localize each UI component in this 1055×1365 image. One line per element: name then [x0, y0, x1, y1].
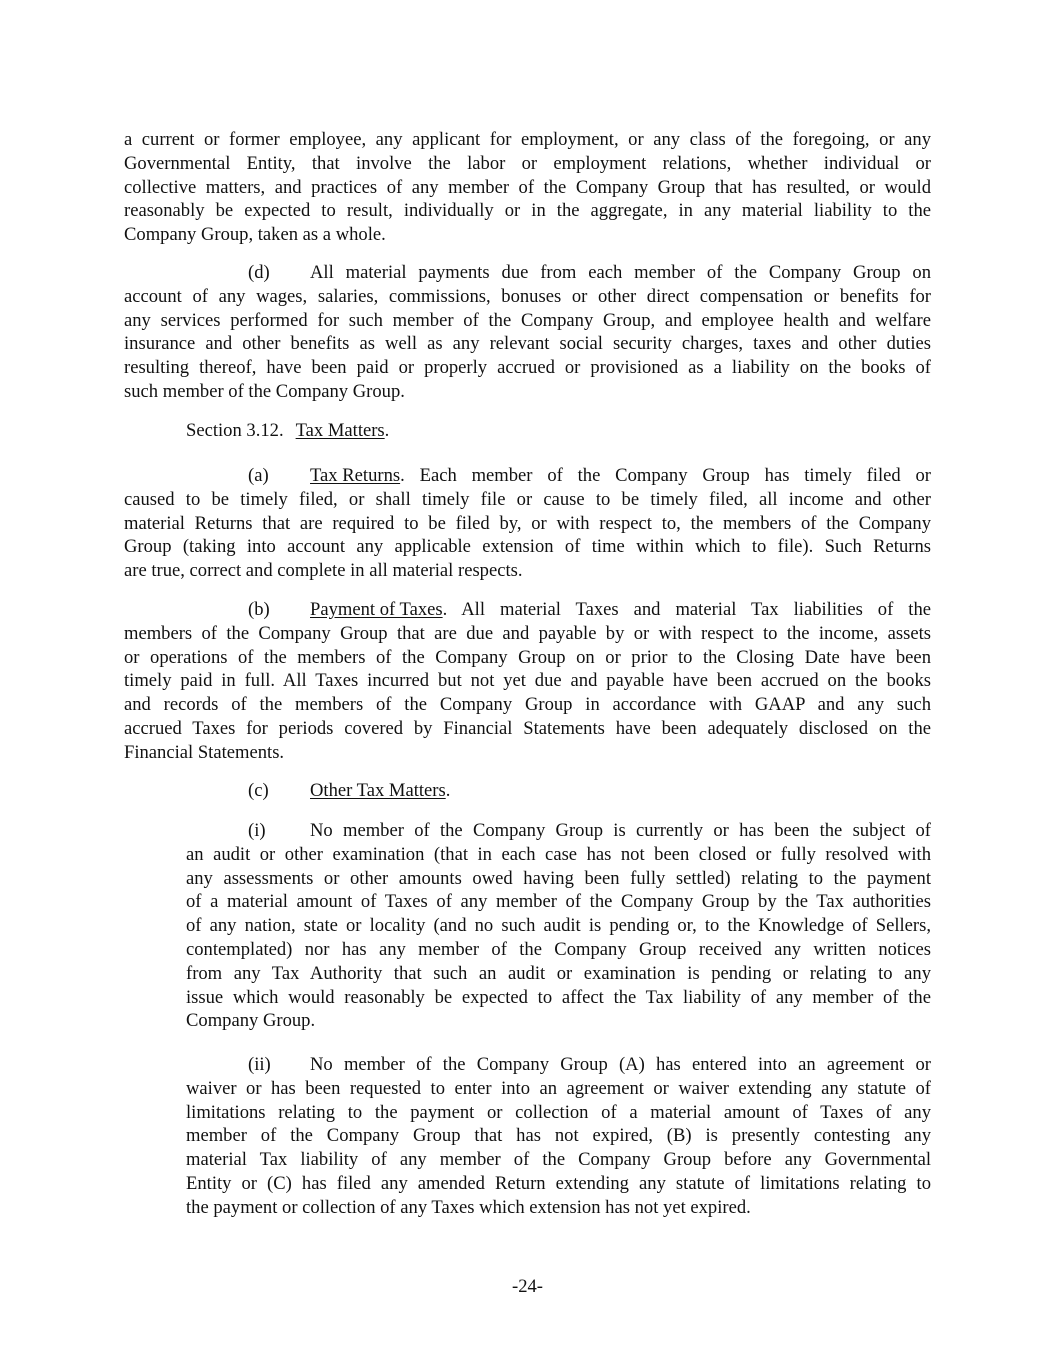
text-line: such member of the Company Group. [124, 380, 405, 402]
paragraph-heading: Tax Returns [310, 465, 401, 486]
paragraph-label: (c) [248, 780, 269, 801]
text-line: No member of the Company Group is currently or has been the subject of [310, 820, 931, 841]
text-line: of a material amount of Taxes of any member of the Company Group by the Tax authorities [186, 891, 931, 913]
paragraph-heading-suffix: . [445, 780, 451, 801]
paragraph-label: (d) [248, 262, 270, 283]
paragraph-first-line [186, 1053, 931, 1077]
paragraph-label: (a) [248, 465, 269, 486]
text-line: resulting thereof, have been paid or properly accrued or provisioned as a liability on the books of [124, 357, 931, 379]
text-line: . Each member of the Company Group has timely filed or [400, 465, 931, 486]
paragraph-a [124, 464, 931, 583]
text-line: reasonably be expected to result, individually or in the aggregate, in any material liability to the [124, 200, 931, 222]
paragraph-label: (ii) [248, 1054, 271, 1075]
paragraph-first-line [124, 261, 931, 285]
paragraph-label: (b) [248, 599, 270, 620]
paragraph-c-continued [124, 128, 931, 247]
paragraph-i [186, 819, 931, 1033]
section-number: Section 3.12. [186, 420, 284, 441]
text-line: All material payments due from each member of the Company Group on [310, 262, 931, 283]
text-line: from any Tax Authority that such an audit or examination is pending or relating to any [186, 962, 931, 984]
text-line: timely paid in full. All Taxes incurred but not yet due and payable have been accrued on the books [124, 670, 931, 692]
paragraph-heading: Other Tax Matters [310, 780, 446, 801]
section-heading [186, 419, 786, 443]
text-line: of any nation, state or locality (and no such audit is pending or, to the Knowledge of Sellers, [186, 915, 931, 937]
text-line: material Returns that are required to be filed by, or with respect to, the members of the Company [124, 512, 931, 534]
text-line: caused to be timely filed, or shall timely file or cause to be timely filed, all income and other [124, 488, 931, 510]
paragraph-d [124, 261, 931, 404]
section-title: Tax Matters [295, 420, 385, 441]
text-line: No member of the Company Group (A) has entered into an agreement or [310, 1054, 931, 1075]
paragraph-first-line [124, 464, 931, 488]
text-line: waiver or has been requested to enter into an agreement or waiver extending any statute of [186, 1077, 931, 1099]
text-line: the payment or collection of any Taxes which extension has not yet expired. [186, 1196, 751, 1218]
text-line: material Tax liability of any member of the Company Group before any Governmental [186, 1149, 931, 1171]
text-line: . All material Taxes and material Tax liabilities of the [442, 599, 931, 620]
paragraph-b [124, 598, 931, 765]
paragraph-ii [186, 1053, 931, 1220]
paragraph-first-line [124, 598, 931, 622]
text-line: Entity or (C) has filed any amended Return extending any statute of limitations relating to [186, 1172, 931, 1194]
text-line: issue which would reasonably be expected to affect the Tax liability of any member of the [186, 986, 931, 1008]
text-line: Financial Statements. [124, 741, 285, 763]
section-title-suffix: . [384, 420, 390, 441]
page-number: -24- [512, 1276, 543, 1297]
text-line: limitations relating to the payment or collection of a material amount of Taxes of any [186, 1101, 931, 1123]
text-line: members of the Company Group that are due and payable by or with respect to the income, assets [124, 622, 931, 644]
text-line: insurance and other benefits as well as any relevant social security charges, taxes and other duties [124, 333, 931, 355]
text-line: Company Group. [186, 1010, 316, 1032]
text-line: and records of the members of the Company Group in accordance with GAAP and any such [124, 694, 931, 716]
paragraph-c-heading [248, 779, 648, 803]
paragraph-heading: Payment of Taxes [310, 599, 443, 620]
text-line: accrued Taxes for periods covered by Financial Statements have been adequately disclosed on the [124, 717, 931, 739]
text-line: contemplated) nor has any member of the Company Group received any written notices [186, 938, 931, 960]
paragraph-first-line [186, 819, 931, 843]
text-line: member of the Company Group that has not expired, (B) is presently contesting any [186, 1125, 931, 1147]
text-line: collective matters, and practices of any member of the Company Group that has resulted, or would [124, 176, 931, 198]
text-line: account of any wages, salaries, commissions, bonuses or other direct compensation or benefits for [124, 285, 931, 307]
text-line: are true, correct and complete in all material respects. [124, 560, 523, 582]
text-line: or operations of the members of the Company Group on or prior to the Closing Date have been [124, 646, 931, 668]
text-line: a current or former employee, any applicant for employment, or any class of the foregoing, or any [124, 129, 931, 150]
text-line: an audit or other examination (that in each case has not been closed or fully resolved with [186, 843, 931, 865]
text-line: Group (taking into account any applicable extension of time within which to file). Such Returns [124, 536, 931, 558]
text-line: any services performed for such member of the Company Group, and employee health and welfare [124, 309, 931, 331]
text-line: Governmental Entity, that involve the labor or employment relations, whether individual or [124, 152, 931, 174]
text-line: any assessments or other amounts owed having been fully settled) relating to the payment [186, 867, 931, 889]
paragraph-label: (i) [248, 820, 266, 841]
text-line: Company Group, taken as a whole. [124, 224, 386, 246]
